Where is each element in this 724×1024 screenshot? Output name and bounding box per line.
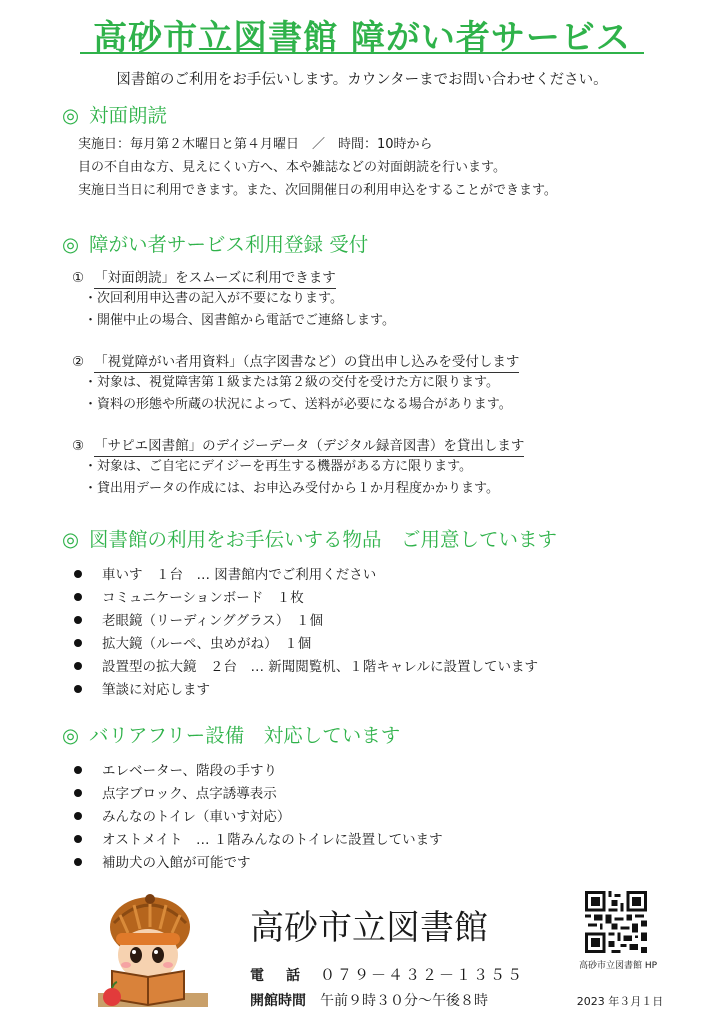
bullet-icon — [74, 639, 82, 647]
equipment-item: 車いす １台 … 図書館内でご利用ください — [74, 563, 376, 583]
section-heading-reading: ◎ 対面朗読 — [62, 104, 168, 127]
qr-code-icon[interactable] — [585, 891, 647, 953]
bullet-icon — [74, 685, 82, 693]
title-underline — [80, 52, 644, 54]
section-heading-equipment: ◎ 図書館の利用をお手伝いする物品 ご用意しています — [62, 528, 558, 551]
registration-item-3: ③ 「サピエ図書館」のデイジーデータ（デジタル録音図書）を貸出します — [72, 434, 524, 454]
equipment-item: 老眼鏡（リーディンググラス） １個 — [74, 609, 323, 629]
registration-note: ・対象は、ご自宅にデイジーを再生する機器がある方に限ります。 — [84, 459, 473, 474]
equipment-item: 拡大鏡（ルーペ、虫めがね） １個 — [74, 632, 311, 652]
bullet-icon — [74, 570, 82, 578]
facility-item: 点字ブロック、点字誘導表示 — [74, 782, 277, 802]
equipment-item: 筆談に対応します — [74, 678, 210, 698]
facility-item: 補助犬の入館が可能です — [74, 851, 251, 871]
phone-label: 電 話 — [250, 968, 304, 984]
bullet-icon — [74, 789, 82, 797]
hours-value: 午前９時３０分～午後８時 — [320, 993, 488, 1009]
registration-item-1: ① 「対面朗読」をスムーズに利用できます — [72, 266, 336, 286]
facility-item: エレベーター、階段の手すり — [74, 759, 277, 779]
hours-label: 開館時間 — [250, 993, 306, 1009]
bullet-icon — [74, 812, 82, 820]
registration-note: ・対象は、視覚障害第１級または第２級の交付を受けた方に限ります。 — [84, 375, 499, 390]
registration-note: ・開催中止の場合、図書館から電話でご連絡します。 — [84, 313, 395, 328]
bullet-icon — [74, 835, 82, 843]
equipment-item: コミュニケーションボード １枚 — [74, 586, 304, 606]
phone-row — [250, 964, 524, 985]
issue-date: 2023 年３月１日 — [576, 995, 664, 1008]
double-circle-icon: ◎ — [62, 104, 80, 127]
section-heading-registration: ◎ 障がい者サービス利用登録 受付 — [62, 233, 369, 256]
facility-item: オストメイト … １階みんなのトイレに設置しています — [74, 828, 443, 848]
double-circle-icon: ◎ — [62, 528, 80, 551]
double-circle-icon: ◎ — [62, 724, 80, 747]
registration-note: ・貸出用データの作成には、お申込み受付から１か月程度かかります。 — [84, 481, 499, 496]
reading-line: 実施日当日に利用できます。また、次回開催日の利用申込をすることができます。 — [78, 183, 557, 198]
bullet-icon — [74, 593, 82, 601]
equipment-item: 設置型の拡大鏡 ２台 … 新聞閲覧机、１階キャレルに設置しています — [74, 655, 538, 675]
mascot-reading-book-icon — [98, 893, 208, 1011]
registration-note: ・次回利用申込書の記入が不要になります。 — [84, 291, 343, 306]
library-name: 高砂市立図書館 — [250, 908, 488, 948]
qr-caption: 高砂市立図書館 HP — [578, 961, 658, 971]
bullet-icon — [74, 858, 82, 866]
intro-text: 図書館のご利用をお手伝いします。カウンターまでお問い合わせください。 — [116, 72, 608, 88]
page-title: 高砂市立図書館 障がい者サービス — [93, 18, 631, 58]
bullet-icon — [74, 616, 82, 624]
section-heading-barrier-free: ◎ バリアフリー設備 対応しています — [62, 724, 401, 747]
registration-item-2: ② 「視覚障がい者用資料」（点字図書など）の貸出申し込みを受付します — [72, 350, 519, 370]
hours-row — [250, 990, 488, 1010]
double-circle-icon: ◎ — [62, 233, 80, 256]
phone-number: ０７９－４３２－１３５５ — [320, 966, 525, 984]
bullet-icon — [74, 766, 82, 774]
reading-line: 目の不自由な方、見えにくい方へ、本や雑誌などの対面朗読を行います。 — [78, 160, 506, 175]
reading-line: 実施日：毎月第２木曜日と第４月曜日 ／ 時間：10時から — [78, 137, 433, 152]
bullet-icon — [74, 662, 82, 670]
registration-note: ・資料の形態や所蔵の状況によって、送料が必要になる場合があります。 — [84, 397, 512, 412]
facility-item: みんなのトイレ（車いす対応） — [74, 805, 290, 825]
